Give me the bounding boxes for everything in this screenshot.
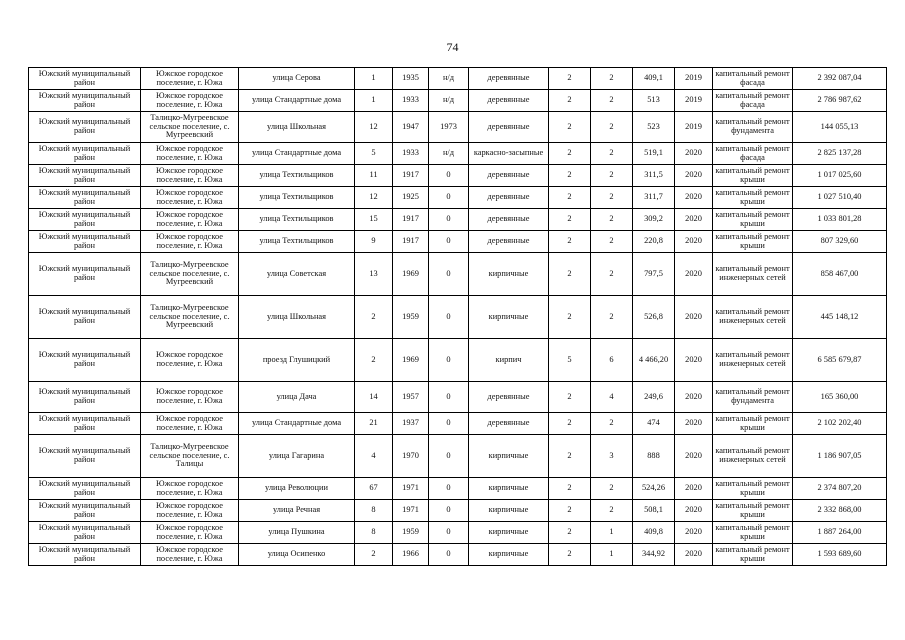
cell-wall-material: кирпичные: [469, 478, 549, 500]
cell-work-type: капитальный ремонт крыши: [713, 165, 793, 187]
cell-wall-material: кирпичные: [469, 522, 549, 544]
cell-street: улица Техтильщиков: [239, 231, 355, 253]
cell-work-type: капитальный ремонт крыши: [713, 231, 793, 253]
cell-entrances: 1: [591, 544, 633, 566]
cell-floors: 2: [549, 413, 591, 435]
cell-district: Южский муниципальный район: [29, 209, 141, 231]
cell-plan-year: 2020: [675, 253, 713, 296]
cell-settlement: Южское городское поселение, г. Южа: [141, 165, 239, 187]
cell-plan-year: 2019: [675, 90, 713, 112]
cell-floors: 2: [549, 253, 591, 296]
cell-street: улица Стандартные дома: [239, 90, 355, 112]
cell-year-built: 1917: [393, 209, 429, 231]
cell-year-overhaul: 0: [429, 478, 469, 500]
cell-year-built: 1957: [393, 382, 429, 413]
cell-settlement: Талицко-Мугреевское сельское поселение, с. Мугреевский: [141, 253, 239, 296]
cell-settlement: Южское городское поселение, г. Южа: [141, 209, 239, 231]
cell-wall-material: деревянные: [469, 165, 549, 187]
cell-year-built: 1971: [393, 478, 429, 500]
cell-area: 4 466,20: [633, 339, 675, 382]
cell-wall-material: кирпичные: [469, 253, 549, 296]
cell-settlement: Южское городское поселение, г. Южа: [141, 382, 239, 413]
cell-house-number: 2: [355, 544, 393, 566]
cell-settlement: Южское городское поселение, г. Южа: [141, 339, 239, 382]
cell-area: 249,6: [633, 382, 675, 413]
cell-district: Южский муниципальный район: [29, 231, 141, 253]
cell-year-built: 1947: [393, 112, 429, 143]
cell-wall-material: деревянные: [469, 382, 549, 413]
cell-work-type: капитальный ремонт крыши: [713, 500, 793, 522]
cell-work-type: капитальный ремонт инженерных сетей: [713, 435, 793, 478]
cell-year-overhaul: 0: [429, 500, 469, 522]
cell-plan-year: 2020: [675, 165, 713, 187]
cell-street: улица Гагарина: [239, 435, 355, 478]
cell-wall-material: деревянные: [469, 231, 549, 253]
cell-year-overhaul: н/д: [429, 68, 469, 90]
cell-district: Южский муниципальный район: [29, 544, 141, 566]
cell-entrances: 1: [591, 522, 633, 544]
cell-work-type: капитальный ремонт крыши: [713, 209, 793, 231]
cell-settlement: Южское городское поселение, г. Южа: [141, 68, 239, 90]
cell-cost: 2 374 807,20: [793, 478, 887, 500]
cell-area: 508,1: [633, 500, 675, 522]
cell-district: Южский муниципальный район: [29, 382, 141, 413]
cell-plan-year: 2020: [675, 413, 713, 435]
cell-cost: 1 017 025,60: [793, 165, 887, 187]
cell-cost: 445 148,12: [793, 296, 887, 339]
table-body: [29, 68, 887, 566]
cell-cost: 165 360,00: [793, 382, 887, 413]
cell-plan-year: 2020: [675, 143, 713, 165]
cell-street: улица Школьная: [239, 296, 355, 339]
cell-house-number: 1: [355, 90, 393, 112]
cell-year-overhaul: 0: [429, 253, 469, 296]
cell-year-overhaul: 0: [429, 413, 469, 435]
cell-house-number: 21: [355, 413, 393, 435]
cell-year-built: 1969: [393, 339, 429, 382]
cell-settlement: Южское городское поселение, г. Южа: [141, 544, 239, 566]
cell-wall-material: кирпичные: [469, 544, 549, 566]
cell-year-built: 1935: [393, 68, 429, 90]
table-row: [29, 544, 887, 566]
cell-street: улица Техтильщиков: [239, 165, 355, 187]
cell-wall-material: кирпичные: [469, 435, 549, 478]
cell-year-overhaul: 0: [429, 435, 469, 478]
cell-cost: 2 825 137,28: [793, 143, 887, 165]
cell-cost: 2 332 868,00: [793, 500, 887, 522]
cell-work-type: капитальный ремонт крыши: [713, 544, 793, 566]
cell-street: улица Техтильщиков: [239, 209, 355, 231]
cell-house-number: 2: [355, 339, 393, 382]
cell-year-overhaul: 0: [429, 231, 469, 253]
cell-street: улица Дача: [239, 382, 355, 413]
cell-entrances: 2: [591, 165, 633, 187]
table-row: [29, 112, 887, 143]
cell-work-type: капитальный ремонт крыши: [713, 478, 793, 500]
cell-street: улица Речная: [239, 500, 355, 522]
cell-plan-year: 2020: [675, 435, 713, 478]
cell-settlement: Талицко-Мугреевское сельское поселение, с. Мугреевский: [141, 296, 239, 339]
cell-area: 888: [633, 435, 675, 478]
cell-plan-year: 2020: [675, 500, 713, 522]
cell-cost: 2 786 987,62: [793, 90, 887, 112]
table-row: [29, 478, 887, 500]
cell-entrances: 3: [591, 435, 633, 478]
cell-settlement: Южское городское поселение, г. Южа: [141, 187, 239, 209]
cell-entrances: 2: [591, 112, 633, 143]
cell-wall-material: деревянные: [469, 413, 549, 435]
cell-area: 523: [633, 112, 675, 143]
cell-year-overhaul: н/д: [429, 90, 469, 112]
cell-house-number: 15: [355, 209, 393, 231]
cell-entrances: 2: [591, 253, 633, 296]
cell-entrances: 2: [591, 500, 633, 522]
table-row: [29, 209, 887, 231]
cell-entrances: 2: [591, 231, 633, 253]
cell-house-number: 12: [355, 112, 393, 143]
cell-floors: 2: [549, 435, 591, 478]
cell-entrances: 2: [591, 143, 633, 165]
cell-street: улица Революции: [239, 478, 355, 500]
cell-year-overhaul: 0: [429, 165, 469, 187]
cell-year-built: 1966: [393, 544, 429, 566]
cell-area: 524,26: [633, 478, 675, 500]
cell-plan-year: 2020: [675, 187, 713, 209]
cell-floors: 2: [549, 544, 591, 566]
cell-wall-material: деревянные: [469, 112, 549, 143]
cell-area: 311,5: [633, 165, 675, 187]
cell-floors: 2: [549, 90, 591, 112]
cell-entrances: 4: [591, 382, 633, 413]
cell-work-type: капитальный ремонт инженерных сетей: [713, 339, 793, 382]
cell-district: Южский муниципальный район: [29, 500, 141, 522]
cell-house-number: 5: [355, 143, 393, 165]
cell-house-number: 8: [355, 522, 393, 544]
cell-house-number: 1: [355, 68, 393, 90]
cell-floors: 2: [549, 68, 591, 90]
cell-district: Южский муниципальный район: [29, 90, 141, 112]
page-number: 74: [446, 40, 459, 54]
cell-wall-material: каркасно-засыпные: [469, 143, 549, 165]
cell-wall-material: кирпичные: [469, 296, 549, 339]
table-row: [29, 68, 887, 90]
cell-floors: 2: [549, 143, 591, 165]
cell-cost: 2 392 087,04: [793, 68, 887, 90]
cell-settlement: Южское городское поселение, г. Южа: [141, 231, 239, 253]
cell-house-number: 12: [355, 187, 393, 209]
cell-floors: 2: [549, 165, 591, 187]
cell-cost: 2 102 202,40: [793, 413, 887, 435]
cell-street: улица Пушкина: [239, 522, 355, 544]
cell-floors: 2: [549, 187, 591, 209]
cell-wall-material: деревянные: [469, 90, 549, 112]
cell-district: Южский муниципальный район: [29, 435, 141, 478]
cell-year-built: 1959: [393, 522, 429, 544]
cell-house-number: 67: [355, 478, 393, 500]
cell-street: улица Стандартные дома: [239, 413, 355, 435]
cell-entrances: 2: [591, 68, 633, 90]
cell-district: Южский муниципальный район: [29, 413, 141, 435]
cell-street: улица Советская: [239, 253, 355, 296]
cell-plan-year: 2020: [675, 522, 713, 544]
cell-floors: 2: [549, 112, 591, 143]
cell-year-built: 1937: [393, 413, 429, 435]
cell-settlement: Южское городское поселение, г. Южа: [141, 522, 239, 544]
cell-floors: 2: [549, 478, 591, 500]
cell-wall-material: деревянные: [469, 209, 549, 231]
table-row: [29, 522, 887, 544]
cell-street: улица Школьная: [239, 112, 355, 143]
cell-district: Южский муниципальный район: [29, 339, 141, 382]
cell-entrances: 6: [591, 339, 633, 382]
cell-year-built: 1970: [393, 435, 429, 478]
cell-cost: 1 887 264,00: [793, 522, 887, 544]
cell-area: 797,5: [633, 253, 675, 296]
cell-settlement: Южское городское поселение, г. Южа: [141, 90, 239, 112]
cell-area: 409,1: [633, 68, 675, 90]
cell-cost: 1 027 510,40: [793, 187, 887, 209]
cell-year-overhaul: 0: [429, 382, 469, 413]
cell-work-type: капитальный ремонт фундамента: [713, 382, 793, 413]
cell-settlement: Южское городское поселение, г. Южа: [141, 413, 239, 435]
table-row: [29, 382, 887, 413]
cell-year-built: 1959: [393, 296, 429, 339]
cell-work-type: капитальный ремонт фасада: [713, 143, 793, 165]
cell-cost: 1 186 907,05: [793, 435, 887, 478]
cell-street: улица Стандартные дома: [239, 143, 355, 165]
cell-house-number: 11: [355, 165, 393, 187]
table-row: [29, 231, 887, 253]
housing-repair-table: [28, 67, 887, 566]
cell-settlement: Талицко-Мугреевское сельское поселение, с. Мугреевский: [141, 112, 239, 143]
cell-district: Южский муниципальный район: [29, 522, 141, 544]
table-row: [29, 90, 887, 112]
cell-year-overhaul: 0: [429, 187, 469, 209]
cell-house-number: 13: [355, 253, 393, 296]
cell-work-type: капитальный ремонт инженерных сетей: [713, 253, 793, 296]
cell-year-built: 1971: [393, 500, 429, 522]
cell-plan-year: 2020: [675, 296, 713, 339]
cell-floors: 2: [549, 382, 591, 413]
cell-settlement: Южское городское поселение, г. Южа: [141, 500, 239, 522]
cell-year-overhaul: 0: [429, 296, 469, 339]
cell-year-built: 1933: [393, 90, 429, 112]
cell-street: улица Техтильщиков: [239, 187, 355, 209]
cell-area: 513: [633, 90, 675, 112]
cell-year-overhaul: 0: [429, 209, 469, 231]
cell-floors: 2: [549, 522, 591, 544]
table-row: [29, 500, 887, 522]
cell-wall-material: кирпич: [469, 339, 549, 382]
cell-year-overhaul: 0: [429, 522, 469, 544]
cell-wall-material: деревянные: [469, 187, 549, 209]
cell-work-type: капитальный ремонт крыши: [713, 413, 793, 435]
cell-plan-year: 2020: [675, 544, 713, 566]
cell-district: Южский муниципальный район: [29, 165, 141, 187]
cell-work-type: капитальный ремонт фасада: [713, 68, 793, 90]
cell-plan-year: 2019: [675, 68, 713, 90]
cell-year-overhaul: 0: [429, 339, 469, 382]
cell-year-built: 1969: [393, 253, 429, 296]
cell-plan-year: 2020: [675, 339, 713, 382]
cell-area: 344,92: [633, 544, 675, 566]
cell-year-overhaul: н/д: [429, 143, 469, 165]
cell-entrances: 2: [591, 209, 633, 231]
cell-street: проезд Глушицкий: [239, 339, 355, 382]
cell-district: Южский муниципальный район: [29, 112, 141, 143]
cell-area: 409,8: [633, 522, 675, 544]
cell-cost: 144 055,13: [793, 112, 887, 143]
cell-district: Южский муниципальный район: [29, 478, 141, 500]
cell-cost: 807 329,60: [793, 231, 887, 253]
cell-area: 526,8: [633, 296, 675, 339]
cell-year-built: 1933: [393, 143, 429, 165]
cell-floors: 2: [549, 500, 591, 522]
table-row: [29, 339, 887, 382]
cell-house-number: 4: [355, 435, 393, 478]
cell-district: Южский муниципальный район: [29, 143, 141, 165]
cell-cost: 858 467,00: [793, 253, 887, 296]
cell-district: Южский муниципальный район: [29, 187, 141, 209]
cell-year-built: 1925: [393, 187, 429, 209]
cell-area: 220,8: [633, 231, 675, 253]
cell-work-type: капитальный ремонт фундамента: [713, 112, 793, 143]
cell-work-type: капитальный ремонт фасада: [713, 90, 793, 112]
cell-plan-year: 2020: [675, 231, 713, 253]
table-row: [29, 253, 887, 296]
cell-area: 309,2: [633, 209, 675, 231]
cell-year-overhaul: 1973: [429, 112, 469, 143]
cell-cost: 1 033 801,28: [793, 209, 887, 231]
cell-house-number: 14: [355, 382, 393, 413]
cell-area: 311,7: [633, 187, 675, 209]
cell-district: Южский муниципальный район: [29, 68, 141, 90]
cell-area: 519,1: [633, 143, 675, 165]
cell-area: 474: [633, 413, 675, 435]
cell-settlement: Талицко-Мугреевское сельское поселение, с. Талицы: [141, 435, 239, 478]
cell-floors: 2: [549, 209, 591, 231]
cell-plan-year: 2020: [675, 478, 713, 500]
cell-floors: 2: [549, 231, 591, 253]
table-row: [29, 187, 887, 209]
cell-district: Южский муниципальный район: [29, 296, 141, 339]
cell-floors: 5: [549, 339, 591, 382]
cell-house-number: 2: [355, 296, 393, 339]
cell-plan-year: 2019: [675, 112, 713, 143]
cell-entrances: 2: [591, 296, 633, 339]
cell-plan-year: 2020: [675, 209, 713, 231]
cell-settlement: Южское городское поселение, г. Южа: [141, 143, 239, 165]
table-row: [29, 413, 887, 435]
cell-street: улица Осипенко: [239, 544, 355, 566]
table-row: [29, 296, 887, 339]
table-row: [29, 435, 887, 478]
cell-district: Южский муниципальный район: [29, 253, 141, 296]
cell-floors: 2: [549, 296, 591, 339]
cell-year-overhaul: 0: [429, 544, 469, 566]
table-row: [29, 143, 887, 165]
cell-work-type: капитальный ремонт крыши: [713, 522, 793, 544]
cell-cost: 1 593 689,60: [793, 544, 887, 566]
cell-work-type: капитальный ремонт крыши: [713, 187, 793, 209]
cell-entrances: 2: [591, 478, 633, 500]
cell-wall-material: кирпичные: [469, 500, 549, 522]
cell-house-number: 9: [355, 231, 393, 253]
cell-cost: 6 585 679,87: [793, 339, 887, 382]
cell-year-built: 1917: [393, 231, 429, 253]
table-row: [29, 165, 887, 187]
cell-plan-year: 2020: [675, 382, 713, 413]
cell-entrances: 2: [591, 90, 633, 112]
cell-entrances: 2: [591, 413, 633, 435]
cell-year-built: 1917: [393, 165, 429, 187]
cell-house-number: 8: [355, 500, 393, 522]
cell-work-type: капитальный ремонт инженерных сетей: [713, 296, 793, 339]
cell-wall-material: деревянные: [469, 68, 549, 90]
cell-settlement: Южское городское поселение, г. Южа: [141, 478, 239, 500]
cell-street: улица Серова: [239, 68, 355, 90]
cell-entrances: 2: [591, 187, 633, 209]
